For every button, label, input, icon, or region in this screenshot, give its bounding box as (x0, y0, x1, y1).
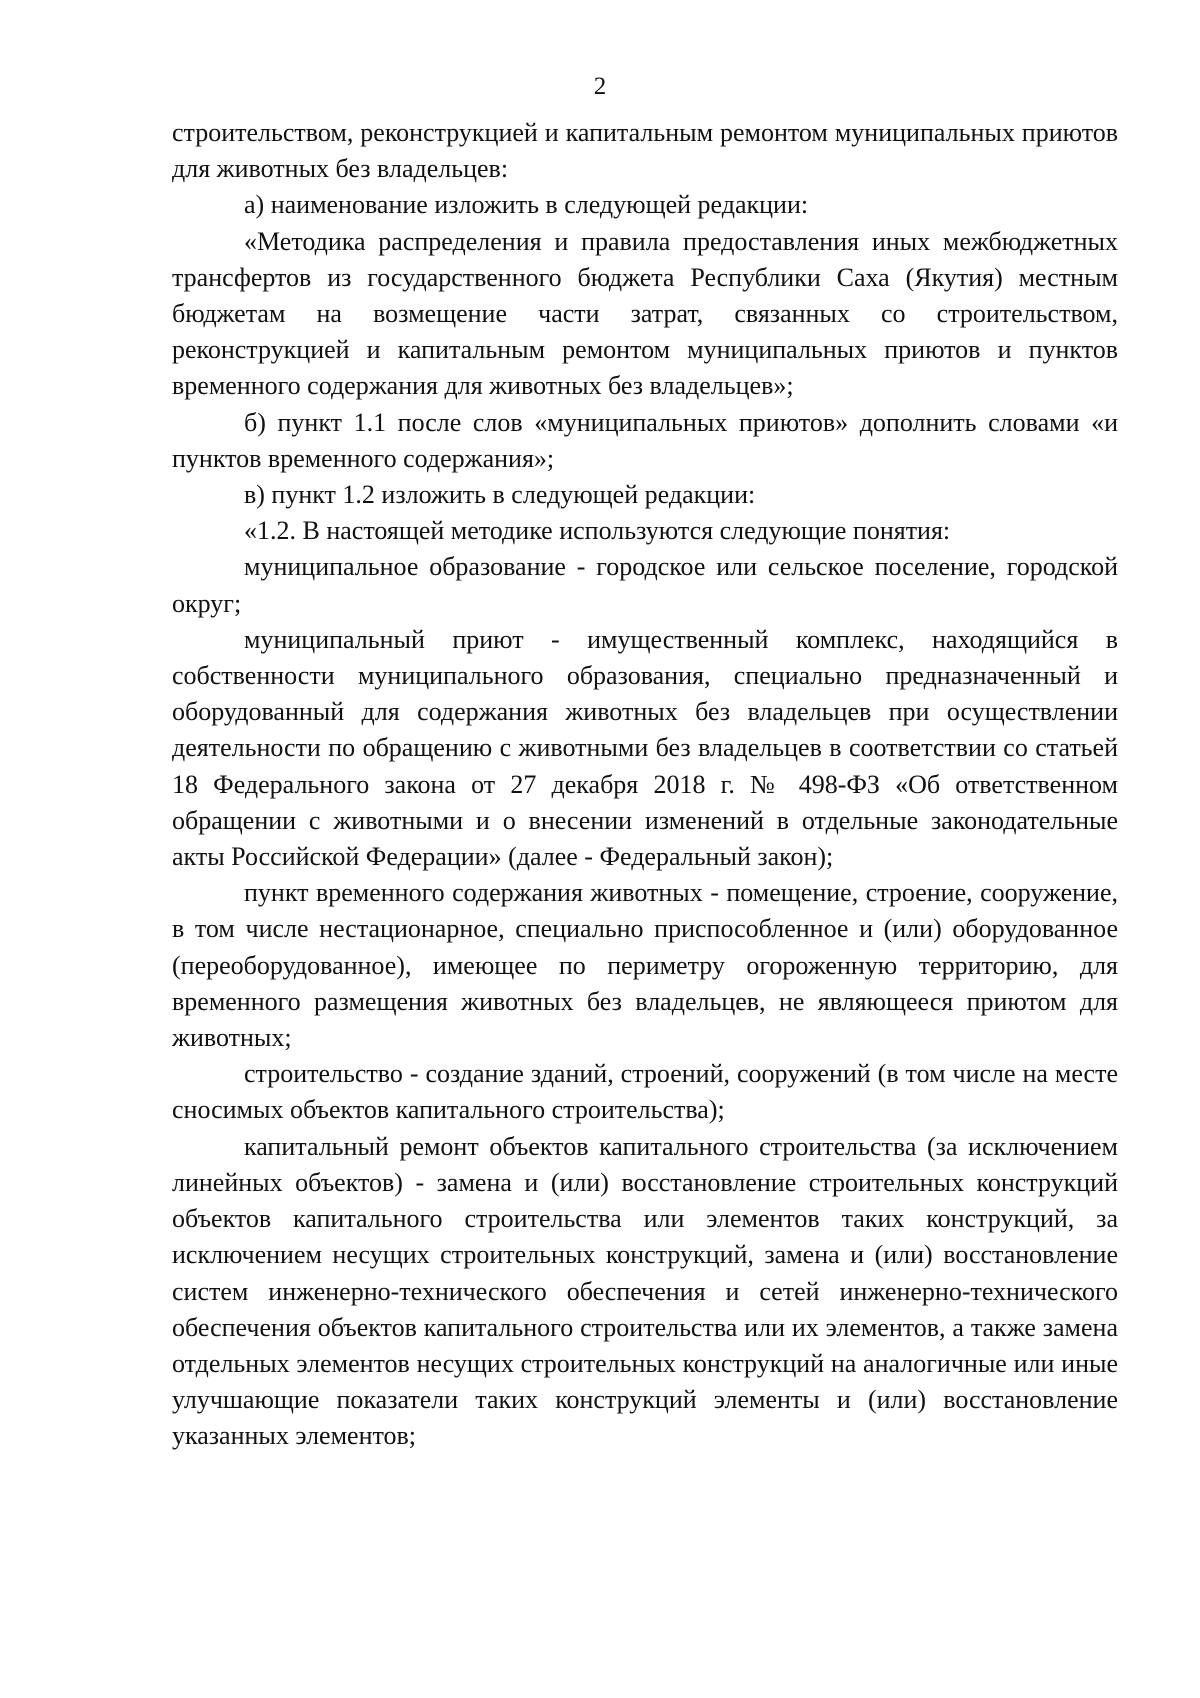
paragraph-clause-1-2: «1.2. В настоящей методике используются следующие понятия: (244, 516, 951, 546)
paragraph-definition-temporary-point: пункт временного содержания животных - помещение, строение, сооружение, в том числе нестационарное, специально приспособленное и (или) оборудованное (переоборудованное), имеющее по периметру огороженную территорию, для временного размещения животных без владельцев, не являющееся приютом для животных; (172, 878, 1118, 1053)
paragraph-new-title: «Методика распределения и правила предоставления иных межбюджетных трансфертов из государственного бюджета Республики Саха (Якутия) местным бюджетам на возмещение части затрат, связанных со строительством, реконструкцией и капитальным ремонтом муниципальных приютов и пунктов временного содержания для животных без владельцев»; (172, 226, 1118, 401)
page-number: 2 (593, 73, 607, 100)
paragraph-definition-construction: строительство - создание зданий, строений, сооружений (в том числе на месте сносимых объектов капитального строительства); (172, 1059, 1118, 1125)
paragraph-item-b: б) пункт 1.1 после слов «муниципальных приютов» дополнить словами «и пунктов временного содержания»; (172, 407, 1118, 473)
paragraph-definition-municipality: муниципальное образование - городское или сельское поселение, городской округ; (172, 552, 1118, 618)
paragraph-intro: строительством, реконструкцией и капитальным ремонтом муниципальных приютов для животных без владельцев: (172, 118, 1118, 184)
paragraph-item-a: а) наименование изложить в следующей редакции: (244, 190, 809, 220)
paragraph-item-v: в) пункт 1.2 изложить в следующей редакции: (244, 480, 756, 510)
paragraph-definition-shelter: муниципальный приют - имущественный комплекс, находящийся в собственности муниципального образования, специально предназначенный и оборудованный для содержания животных без владельцев при осуществлении деятельности по обращению с животными без владельцев в соответствии со статьей 18 Федерального закона от 27 декабря 2018 г. № 498-ФЗ «Об ответственном обращении с животными и о внесении изменений в отдельные законодательные акты Российской Федерации» (далее - Федеральный закон); (172, 624, 1118, 872)
document-body (172, 115, 1118, 1455)
paragraph-definition-capital-repair: капитальный ремонт объектов капитального строительства (за исключением линейных объектов) - замена и (или) восстановление строительных конструкций объектов капитального строительства или элементов таких конструкций, за исключением несущих строительных конструкций, замена и (или) восстановление систем инженерно-технического обеспечения и сетей инженерно-технического обеспечения объектов капитального строительства или их элементов, а также замена отдельных элементов несущих строительных конструкций на аналогичные или иные улучшающие показатели таких конструкций элементы и (или) восстановление указанных элементов; (172, 1131, 1118, 1451)
